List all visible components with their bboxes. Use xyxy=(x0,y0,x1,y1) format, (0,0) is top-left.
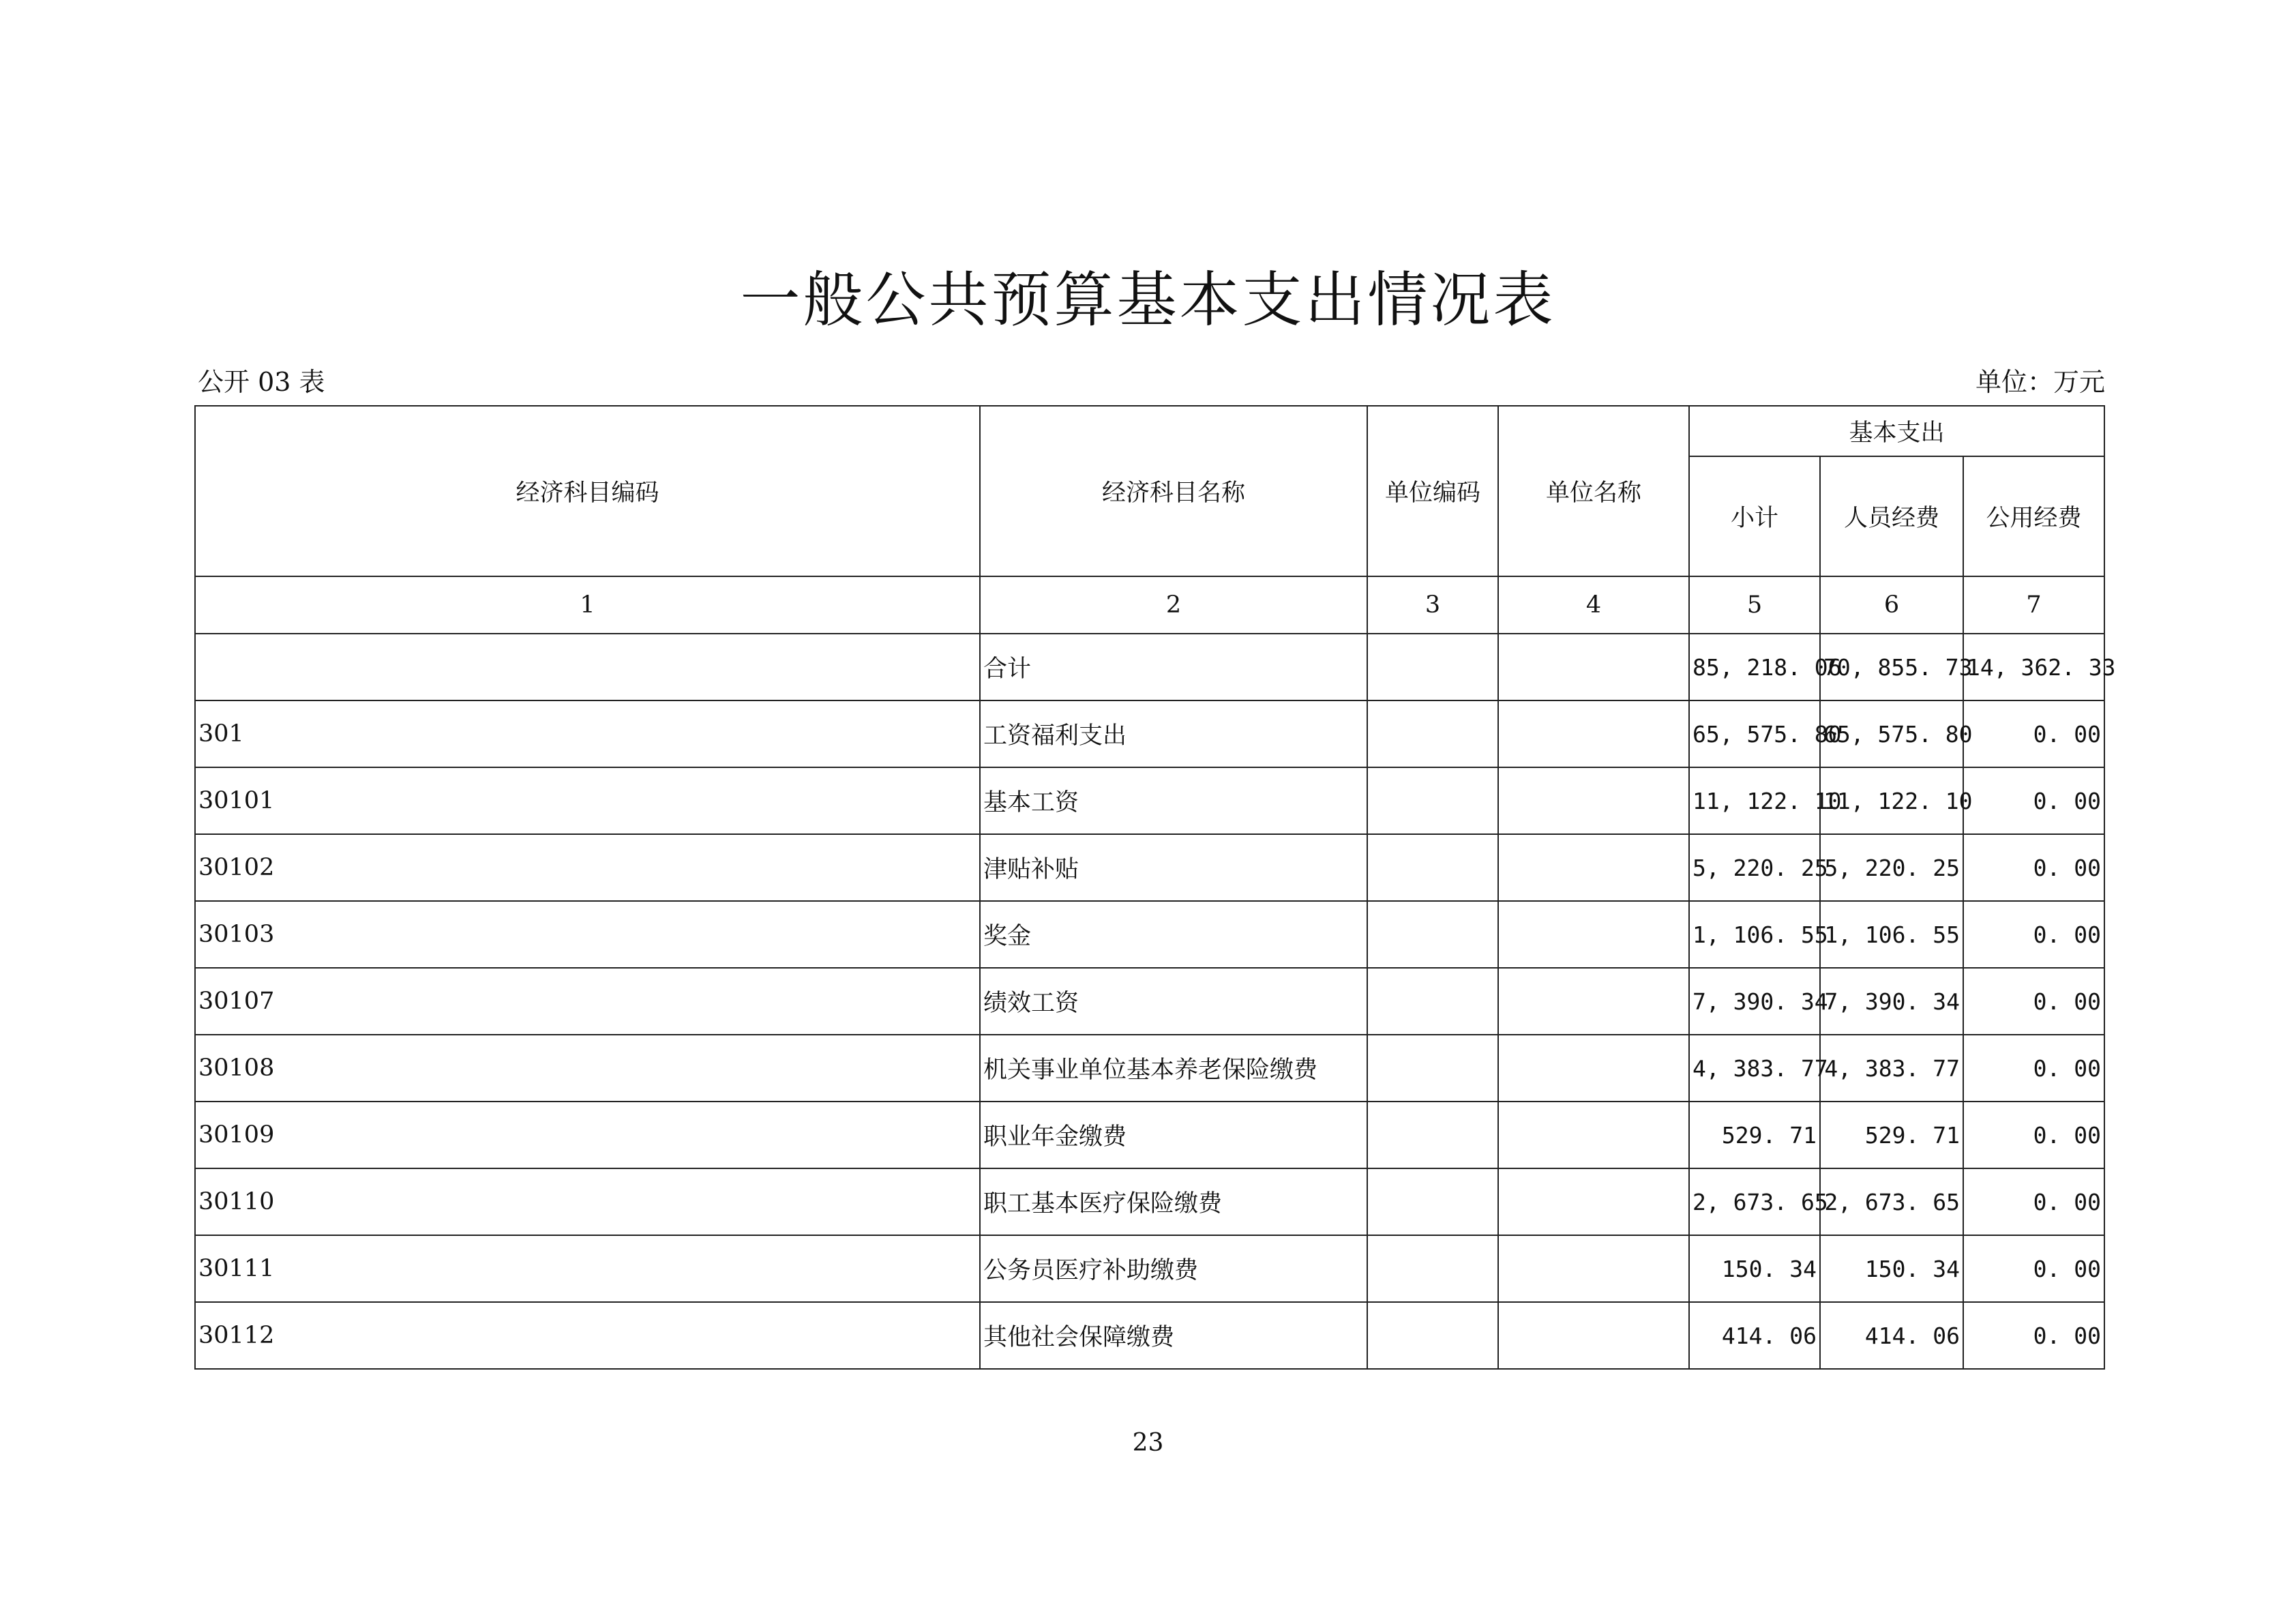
econ-name-cell: 奖金 xyxy=(980,901,1367,968)
table-row xyxy=(195,1102,2104,1168)
unit-name-cell xyxy=(1498,1102,1689,1168)
personnel-cell: 5, 220. 25 xyxy=(1820,834,1963,901)
column-number: 6 xyxy=(1820,576,1963,634)
public-cell: 0. 00 xyxy=(1963,901,2104,968)
table-row xyxy=(195,1035,2104,1102)
unit-code-cell xyxy=(1367,901,1498,968)
column-number: 2 xyxy=(980,576,1367,634)
unit-name-cell xyxy=(1498,834,1689,901)
econ-code-cell: 30107 xyxy=(195,968,980,1035)
subtotal-cell: 2, 673. 65 xyxy=(1689,1168,1820,1235)
unit-name-cell xyxy=(1498,1302,1689,1369)
econ-code-cell: 30108 xyxy=(195,1035,980,1102)
header-row-top xyxy=(195,406,2104,456)
table-row xyxy=(195,700,2104,767)
table-row xyxy=(195,767,2104,834)
personnel-cell: 529. 71 xyxy=(1820,1102,1963,1168)
personnel-cell: 1, 106. 55 xyxy=(1820,901,1963,968)
budget-table xyxy=(194,405,2116,1370)
personnel-cell: 2, 673. 65 xyxy=(1820,1168,1963,1235)
public-cell: 0. 00 xyxy=(1963,834,2104,901)
unit-code-cell xyxy=(1367,1302,1498,1369)
header-econ-name: 经济科目名称 xyxy=(980,406,1367,576)
subtotal-cell: 1, 106. 55 xyxy=(1689,901,1820,968)
header-unit-code: 单位编码 xyxy=(1367,406,1498,576)
unit-code-cell xyxy=(1367,700,1498,767)
unit-name-cell xyxy=(1498,968,1689,1035)
table-row xyxy=(195,834,2104,901)
econ-name-cell: 合计 xyxy=(980,634,1367,700)
header-econ-code: 经济科目编码 xyxy=(195,406,980,576)
public-cell: 0. 00 xyxy=(1963,968,2104,1035)
column-number: 3 xyxy=(1367,576,1498,634)
econ-name-cell: 其他社会保障缴费 xyxy=(980,1302,1367,1369)
subtotal-cell: 7, 390. 34 xyxy=(1689,968,1820,1035)
public-cell: 0. 00 xyxy=(1963,767,2104,834)
public-cell: 14, 362. 33 xyxy=(1963,634,2104,700)
econ-code-cell: 30112 xyxy=(195,1302,980,1369)
subtotal-cell: 11, 122. 10 xyxy=(1689,767,1820,834)
unit-name-cell xyxy=(1498,767,1689,834)
econ-code-cell: 30103 xyxy=(195,901,980,968)
subtotal-cell: 529. 71 xyxy=(1689,1102,1820,1168)
econ-name-cell: 津贴补贴 xyxy=(980,834,1367,901)
unit-name-cell xyxy=(1498,1168,1689,1235)
page-title: 一般公共预算基本支出情况表 xyxy=(740,265,1556,335)
econ-name-cell: 基本工资 xyxy=(980,767,1367,834)
econ-code-cell: 30110 xyxy=(195,1168,980,1235)
econ-name-cell: 职业年金缴费 xyxy=(980,1102,1367,1168)
column-number: 7 xyxy=(1963,576,2104,634)
econ-name-cell: 工资福利支出 xyxy=(980,700,1367,767)
personnel-cell: 414. 06 xyxy=(1820,1302,1963,1369)
econ-code-cell xyxy=(195,634,980,700)
public-cell: 0. 00 xyxy=(1963,1035,2104,1102)
public-cell: 0. 00 xyxy=(1963,1302,2104,1369)
econ-code-cell: 30102 xyxy=(195,834,980,901)
econ-name-cell: 职工基本医疗保险缴费 xyxy=(980,1168,1367,1235)
personnel-cell: 65, 575. 80 xyxy=(1820,700,1963,767)
column-number-row xyxy=(195,576,2104,634)
personnel-cell: 4, 383. 77 xyxy=(1820,1035,1963,1102)
subtotal-cell: 4, 383. 77 xyxy=(1689,1035,1820,1102)
subtotal-cell: 65, 575. 80 xyxy=(1689,700,1820,767)
table-row xyxy=(195,1235,2104,1302)
public-cell: 0. 00 xyxy=(1963,1168,2104,1235)
table-row xyxy=(195,1168,2104,1235)
subtotal-cell: 414. 06 xyxy=(1689,1302,1820,1369)
personnel-cell: 70, 855. 73 xyxy=(1820,634,1963,700)
personnel-cell: 7, 390. 34 xyxy=(1820,968,1963,1035)
econ-code-cell: 30111 xyxy=(195,1235,980,1302)
column-number: 4 xyxy=(1498,576,1689,634)
unit-name-cell xyxy=(1498,700,1689,767)
column-number: 1 xyxy=(195,576,980,634)
subtotal-cell: 5, 220. 25 xyxy=(1689,834,1820,901)
personnel-cell: 11, 122. 10 xyxy=(1820,767,1963,834)
public-cell: 0. 00 xyxy=(1963,1102,2104,1168)
econ-name-cell: 公务员医疗补助缴费 xyxy=(980,1235,1367,1302)
form-code: 公开 03 表 xyxy=(198,367,325,397)
subtotal-cell: 85, 218. 06 xyxy=(1689,634,1820,700)
unit-code-cell xyxy=(1367,767,1498,834)
unit-code-cell xyxy=(1367,1168,1498,1235)
table-row xyxy=(195,968,2104,1035)
unit-name-cell xyxy=(1498,901,1689,968)
header-public: 公用经费 xyxy=(1963,456,2104,576)
header-basic-expenditure: 基本支出 xyxy=(1689,406,2104,456)
econ-name-cell: 机关事业单位基本养老保险缴费 xyxy=(980,1035,1367,1102)
subtotal-cell: 150. 34 xyxy=(1689,1235,1820,1302)
unit-code-cell xyxy=(1367,968,1498,1035)
econ-code-cell: 30101 xyxy=(195,767,980,834)
column-number: 5 xyxy=(1689,576,1820,634)
table-row xyxy=(195,901,2104,968)
unit-code-cell xyxy=(1367,1102,1498,1168)
unit-code-cell xyxy=(1367,1235,1498,1302)
header-personnel: 人员经费 xyxy=(1820,456,1963,576)
econ-code-cell: 30109 xyxy=(195,1102,980,1168)
header-unit-name: 单位名称 xyxy=(1498,406,1689,576)
unit-label: 单位：万元 xyxy=(1975,367,2105,397)
econ-name-cell: 绩效工资 xyxy=(980,968,1367,1035)
header-subtotal: 小计 xyxy=(1689,456,1820,576)
unit-name-cell xyxy=(1498,1035,1689,1102)
econ-code-cell: 301 xyxy=(195,700,980,767)
unit-code-cell xyxy=(1367,834,1498,901)
unit-code-cell xyxy=(1367,634,1498,700)
page-number: 23 xyxy=(1132,1429,1164,1457)
unit-code-cell xyxy=(1367,1035,1498,1102)
table-row xyxy=(195,634,2104,700)
public-cell: 0. 00 xyxy=(1963,1235,2104,1302)
table-row xyxy=(195,1302,2104,1369)
unit-name-cell xyxy=(1498,1235,1689,1302)
personnel-cell: 150. 34 xyxy=(1820,1235,1963,1302)
public-cell: 0. 00 xyxy=(1963,700,2104,767)
unit-name-cell xyxy=(1498,634,1689,700)
